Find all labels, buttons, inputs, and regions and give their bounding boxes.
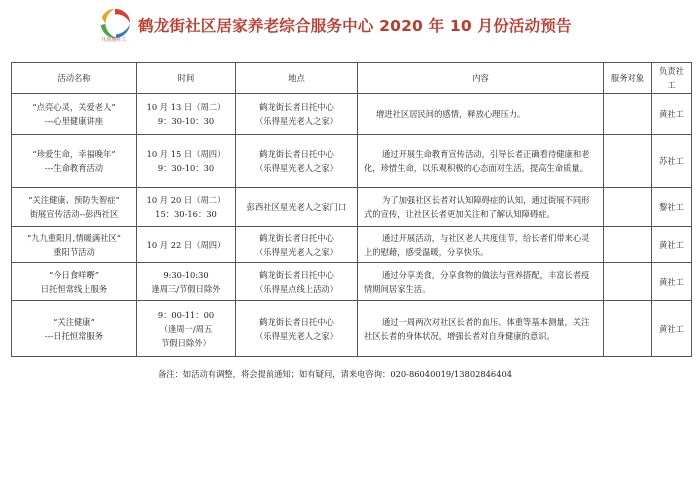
column-header: 活动名称 xyxy=(12,63,137,94)
time-range: 9：30-10：30 xyxy=(157,163,215,173)
column-header: 内容 xyxy=(358,63,604,94)
activity-name-cell xyxy=(12,94,137,135)
staff-cell: 黄社工 xyxy=(652,227,692,263)
activity-subtitle: 街展宣传活动--彭西社区 xyxy=(29,209,119,219)
table-row xyxy=(12,263,692,301)
activity-name-cell xyxy=(12,301,137,357)
time-cell xyxy=(137,227,236,263)
table-row xyxy=(12,135,692,188)
time-cell xyxy=(137,135,236,188)
time-cell xyxy=(137,188,236,227)
content-cell xyxy=(358,301,604,357)
column-header: 地点 xyxy=(236,63,358,94)
target-cell xyxy=(604,301,652,357)
place-detail: （乐得星光老人之家） xyxy=(255,330,338,341)
place-name: 鹤龙街长者日托中心 xyxy=(259,316,334,327)
staff-cell: 黄社工 xyxy=(652,263,692,301)
column-header: 服务对象 xyxy=(604,63,652,94)
content-text: 为了加强社区长者对认知障碍症的认知，通过街展不同形式的宣传，让社区长者更加关注和了解认知障碍症。 xyxy=(364,195,590,219)
place-name: 鹤龙街长者日托中心 xyxy=(259,269,334,280)
staff-cell: 黎社工 xyxy=(652,188,692,227)
activity-schedule-table xyxy=(11,62,692,357)
activity-name: “关注健康、预防失智症” xyxy=(28,195,120,205)
time-note: 节假日除外） xyxy=(161,337,211,348)
time-range: 9：30-10：30 xyxy=(157,116,215,126)
activity-subtitle: ---心里健康讲座 xyxy=(44,116,104,126)
time-cell xyxy=(137,301,236,357)
content-text: 通过一周两次对社区长者的血压、体重等基本测量，关注社区长者的身体状况，增强长者对自身健康的意识。 xyxy=(364,316,590,341)
target-cell xyxy=(604,94,652,135)
footer-note: 备注：如活动有调整，将会提前通知；如有疑问，请来电咨询：020-86040019/13802846404 xyxy=(158,369,513,379)
activity-name: “关注健康” xyxy=(53,316,95,327)
time-cell xyxy=(137,94,236,135)
activity-subtitle: ---日托恒常服务 xyxy=(44,330,104,341)
place-name: 鹤龙街长者日托中心 xyxy=(259,102,334,112)
target-cell xyxy=(604,135,652,188)
table-row xyxy=(12,301,692,357)
place-cell xyxy=(236,135,358,188)
place-name: 鹤龙街长者日托中心 xyxy=(259,232,334,243)
target-cell xyxy=(604,227,652,263)
target-cell xyxy=(604,263,652,301)
time-date: 10 月 13 日（周二） xyxy=(146,102,226,112)
logo-caption: 凡尚雅社工 xyxy=(101,37,127,43)
table-row xyxy=(12,227,692,263)
activity-name: “珍爱生命，幸福晚年” xyxy=(32,149,116,159)
place-name: 彭西社区星光老人之家门口 xyxy=(246,202,347,212)
content-cell xyxy=(358,94,604,135)
place-detail: （乐得星光老人之家） xyxy=(255,163,338,173)
time-date: 10 月 15 日（周四） xyxy=(146,149,226,159)
content-cell xyxy=(358,135,604,188)
place-cell xyxy=(236,94,358,135)
content-text: 通过分享美食，分享食物的做法与营养搭配，丰富长者疫情期间居家生活。 xyxy=(364,269,590,294)
activity-name-cell xyxy=(12,188,137,227)
time-date: 10 月 22 日（周四） xyxy=(146,239,226,250)
time-range: 9:30-10:30 xyxy=(163,269,209,280)
activity-name: “九九重阳月,情暖满社区” xyxy=(26,232,122,243)
activity-subtitle: ---生命教育活动 xyxy=(44,163,104,173)
column-header: 时间 xyxy=(137,63,236,94)
activity-name-cell xyxy=(12,135,137,188)
staff-cell: 黄社工 xyxy=(652,301,692,357)
activity-name: “今日食咩嘢” xyxy=(49,269,99,280)
staff-cell: 黄社工 xyxy=(652,94,692,135)
time-cell xyxy=(137,263,236,301)
activity-name-cell xyxy=(12,263,137,301)
activity-subtitle: 日托恒常线上服务 xyxy=(40,283,108,294)
time-range: 15：30-16：30 xyxy=(155,209,217,219)
activity-subtitle: 重阳节活动 xyxy=(53,246,95,257)
time-date: 10 月 20 日（周二） xyxy=(146,195,226,205)
staff-cell: 苏社工 xyxy=(652,135,692,188)
table-row xyxy=(12,94,692,135)
content-text: 增进社区居民间的感情，释放心理压力。 xyxy=(376,109,526,119)
place-detail: （乐得星光老人之家） xyxy=(255,246,338,257)
time-note: （逢周一/周五 xyxy=(159,323,213,334)
time-range: 9：00-11：00 xyxy=(157,309,215,320)
content-cell xyxy=(358,188,604,227)
content-cell xyxy=(358,263,604,301)
place-detail: （乐得星光老人之家） xyxy=(255,116,338,126)
place-name: 鹤龙街长者日托中心 xyxy=(259,149,334,159)
place-cell xyxy=(236,188,358,227)
place-detail: （乐得星点线上活动） xyxy=(255,283,338,294)
activity-name: “点亮心灵，关爱老人” xyxy=(32,102,116,112)
target-cell xyxy=(604,188,652,227)
content-text: 通过开展生命教育宣传活动，引导长者正确看待健康和老化，珍惜生命，以乐观积极的心态面对生活，提高生命质量。 xyxy=(364,149,590,173)
place-cell xyxy=(236,227,358,263)
table-row xyxy=(12,188,692,227)
column-header: 负责社工 xyxy=(652,63,692,94)
content-cell xyxy=(358,227,604,263)
time-note: 逢周三/节假日除外 xyxy=(151,283,221,294)
activity-name-cell xyxy=(12,227,137,263)
place-cell xyxy=(236,301,358,357)
table-header-row xyxy=(12,63,692,94)
place-cell xyxy=(236,263,358,301)
page-title: 鹤龙街社区居家养老综合服务中心 2020 年 10 月份活动预告 xyxy=(138,17,572,35)
content-text: 通过开展活动，与社区老人共度佳节，给长者们带来心灵上的慰藉，感受温暖，分享快乐。 xyxy=(364,232,590,257)
